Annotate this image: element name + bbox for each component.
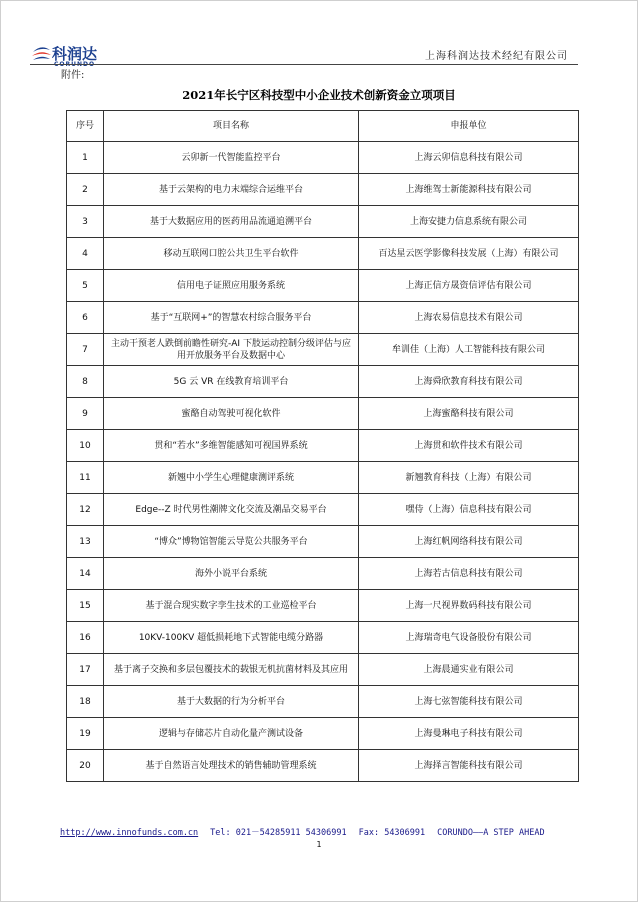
- row-applicant-unit: 上海农易信息技术有限公司: [359, 302, 579, 334]
- row-serial-number: 19: [67, 718, 104, 750]
- header-serial-number: 序号: [67, 111, 104, 142]
- row-project-name: 基于混合现实数字孪生技术的工业巡检平台: [104, 590, 359, 622]
- row-serial-number: 16: [67, 622, 104, 654]
- row-serial-number: 2: [67, 174, 104, 206]
- header-applicant-unit: 申报单位: [359, 111, 579, 142]
- table-row: [67, 718, 579, 750]
- header-project-name: 项目名称: [104, 111, 359, 142]
- row-applicant-unit: 上海择言智能科技有限公司: [359, 750, 579, 782]
- row-project-name: 信用电子证照应用服务系统: [104, 270, 359, 302]
- row-serial-number: 5: [67, 270, 104, 302]
- row-serial-number: 18: [67, 686, 104, 718]
- table-row: [67, 366, 579, 398]
- table-row: [67, 590, 579, 622]
- row-applicant-unit: 上海晨通实业有限公司: [359, 654, 579, 686]
- row-applicant-unit: 上海贯和软件技术有限公司: [359, 430, 579, 462]
- table-row: [67, 462, 579, 494]
- header-company-name: 上海科润达技术经纪有限公司: [425, 51, 568, 62]
- row-serial-number: 7: [67, 334, 104, 366]
- row-project-name: 新翘中小学生心理健康测评系统: [104, 462, 359, 494]
- header-divider: [30, 64, 578, 65]
- row-serial-number: 11: [67, 462, 104, 494]
- table-row: [67, 174, 579, 206]
- row-project-name: 5G 云 VR 在线教育培训平台: [104, 366, 359, 398]
- row-applicant-unit: 上海蜜酪科技有限公司: [359, 398, 579, 430]
- row-project-name: “博众”博物馆智能云导览公共服务平台: [104, 526, 359, 558]
- row-project-name: 基于云架构的电力末端综合运维平台: [104, 174, 359, 206]
- corundo-logo-icon: [30, 44, 52, 66]
- row-project-name: 基于大数据应用的医药用品流通追溯平台: [104, 206, 359, 238]
- row-applicant-unit: 上海维驾士新能源科技有限公司: [359, 174, 579, 206]
- row-project-name: 逻辑与存储芯片自动化量产测试设备: [104, 718, 359, 750]
- row-applicant-unit: 新翘教育科技（上海）有限公司: [359, 462, 579, 494]
- row-serial-number: 17: [67, 654, 104, 686]
- table-row: [67, 302, 579, 334]
- table-row: [67, 654, 579, 686]
- table-row: [67, 622, 579, 654]
- footer-fax: Fax: 54306991: [358, 828, 426, 838]
- row-project-name: 10KV-100KV 超低损耗地下式智能电缆分路器: [104, 622, 359, 654]
- row-project-name: 主动干预老人跌倒前瞻性研究-AI 下肢运动控制分级评估与应用开放服务平台及数据中心: [104, 334, 359, 366]
- row-serial-number: 1: [67, 142, 104, 174]
- document-title: 2021年长宁区科技型中小企业技术创新资金立项项目: [182, 88, 456, 102]
- footer: [60, 826, 580, 838]
- row-project-name: 云卯新一代智能监控平台: [104, 142, 359, 174]
- footer-slogan: CORUNDO——A STEP AHEAD: [437, 828, 545, 838]
- row-project-name: 基于“互联网+”的智慧农村综合服务平台: [104, 302, 359, 334]
- table-row: [67, 494, 579, 526]
- row-applicant-unit: 上海舜欣教育科技有限公司: [359, 366, 579, 398]
- row-project-name: Edge--Z 时代男性潮牌文化交流及潮品交易平台: [104, 494, 359, 526]
- table-row: [67, 238, 579, 270]
- row-serial-number: 4: [67, 238, 104, 270]
- table-row: [67, 750, 579, 782]
- table-row: [67, 206, 579, 238]
- row-applicant-unit: 上海云卯信息科技有限公司: [359, 142, 579, 174]
- row-applicant-unit: 上海安捷力信息系统有限公司: [359, 206, 579, 238]
- row-applicant-unit: 百达星云医学影像科技发展（上海）有限公司: [359, 238, 579, 270]
- row-serial-number: 8: [67, 366, 104, 398]
- row-project-name: 海外小说平台系统: [104, 558, 359, 590]
- row-applicant-unit: 嘿侍（上海）信息科技有限公司: [359, 494, 579, 526]
- row-project-name: 蜜酪自动驾驶可视化软件: [104, 398, 359, 430]
- table-row: [67, 686, 579, 718]
- table-row: [67, 270, 579, 302]
- row-serial-number: 9: [67, 398, 104, 430]
- footer-website-link[interactable]: http://www.innofunds.com.cn: [60, 828, 199, 838]
- row-applicant-unit: 上海曼琳电子科技有限公司: [359, 718, 579, 750]
- logo-english-name: CORUNDO: [54, 61, 96, 68]
- page-number: 1: [316, 840, 322, 849]
- footer-telephone: Tel: 021－54285911 54306991: [210, 828, 347, 838]
- row-applicant-unit: 上海若古信息科技有限公司: [359, 558, 579, 590]
- projects-table: [66, 110, 579, 782]
- row-applicant-unit: 上海七弦智能科技有限公司: [359, 686, 579, 718]
- row-applicant-unit: 上海红帆网络科技有限公司: [359, 526, 579, 558]
- row-serial-number: 12: [67, 494, 104, 526]
- row-serial-number: 10: [67, 430, 104, 462]
- row-applicant-unit: 上海瑞奇电气设备股份有限公司: [359, 622, 579, 654]
- table-row: [67, 334, 579, 366]
- attachment-label: 附件:: [61, 70, 85, 81]
- row-project-name: 基于自然语言处理技术的销售辅助管理系统: [104, 750, 359, 782]
- row-serial-number: 15: [67, 590, 104, 622]
- table-row: [67, 526, 579, 558]
- row-applicant-unit: 上海正信方晟资信评估有限公司: [359, 270, 579, 302]
- company-logo: [30, 44, 140, 74]
- row-serial-number: 13: [67, 526, 104, 558]
- row-serial-number: 3: [67, 206, 104, 238]
- row-applicant-unit: 上海一尺视界数码科技有限公司: [359, 590, 579, 622]
- table-row: [67, 398, 579, 430]
- logo-chinese-name: 科润达: [52, 45, 98, 63]
- row-serial-number: 20: [67, 750, 104, 782]
- table-row: [67, 430, 579, 462]
- table-row: [67, 142, 579, 174]
- row-applicant-unit: 牟训佳（上海）人工智能科技有限公司: [359, 334, 579, 366]
- table-header-row: [67, 111, 579, 142]
- row-project-name: 基于离子交换和多层包覆技术的载银无机抗菌材料及其应用: [104, 654, 359, 686]
- table-row: [67, 558, 579, 590]
- row-serial-number: 6: [67, 302, 104, 334]
- row-project-name: 贯和“若水”多维智能感知可视国界系统: [104, 430, 359, 462]
- row-project-name: 基于大数据的行为分析平台: [104, 686, 359, 718]
- row-serial-number: 14: [67, 558, 104, 590]
- row-project-name: 移动互联网口腔公共卫生平台软件: [104, 238, 359, 270]
